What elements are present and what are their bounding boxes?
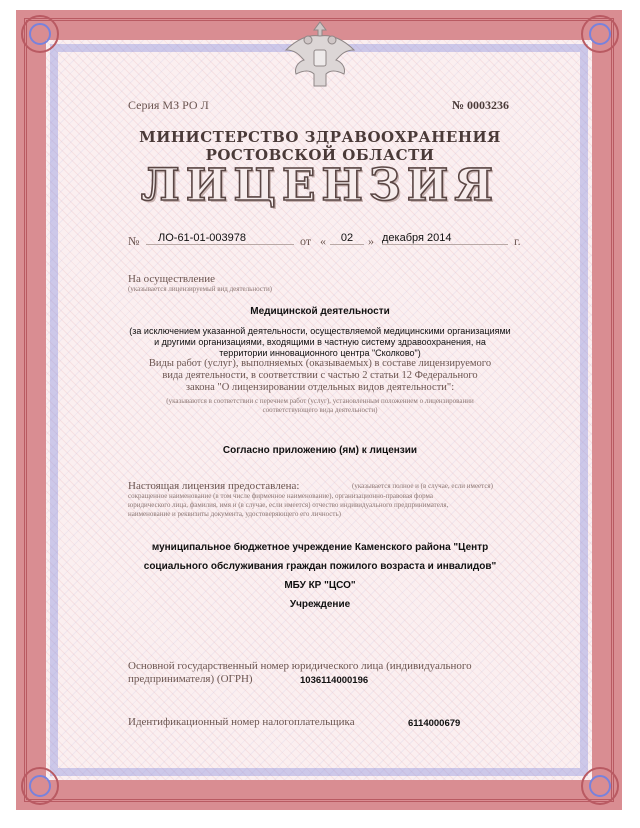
activity-exclusion — [110, 326, 530, 359]
exclusion-line: (за исключением указанной деятельности, осуществляемой медицинскими организациями — [129, 326, 511, 336]
works-text — [110, 358, 530, 394]
activity-label: На осуществление — [128, 273, 215, 285]
license-day: 02 — [330, 232, 364, 245]
grantee-hint-line: сокращенное наименование (в том числе фирменное наименование), организационно-правовая форма — [128, 492, 433, 500]
series-label: Серия МЗ РО Л — [128, 98, 209, 112]
works-line: Виды работ (услуг), выполняемых (оказываемых) в составе лицензируемого — [148, 358, 492, 369]
ogrn-value: 1036114000196 — [300, 675, 369, 686]
grantee-hint — [128, 492, 528, 519]
works-line: вида деятельности, в соответствии с частью 2 статьи 12 Федерального — [162, 370, 478, 381]
corner-rosette-icon — [18, 12, 62, 56]
ministry-name-line2: РОСТОВСКОЙ ОБЛАСТИ — [205, 146, 435, 164]
license-month-year: декабря 2014 — [382, 232, 508, 245]
quote-open: « — [320, 234, 326, 248]
corner-rosette-icon — [18, 764, 62, 808]
corner-rosette-icon — [578, 764, 622, 808]
grantee-label: Настоящая лицензия предоставлена: — [128, 480, 300, 492]
grantee-name — [110, 538, 530, 614]
document-title: ЛИЦЕНЗИЯ — [140, 160, 500, 211]
activity-hint: (указывается лицензируемый вид деятельности) — [128, 285, 273, 293]
grantee-name-line: социального обслуживания граждан пожилого возраста и инвалидов" — [143, 561, 497, 572]
grantee-hint-first: (указывается полное и (в случае, если имеется) — [352, 482, 493, 490]
grantee-hint-line: юридического лица, фамилия, имя и (в случае, если имеется) отчество индивидуального предпринимателя, — [128, 501, 449, 509]
ogrn-label-line2: предпринимателя) (ОГРН) — [128, 673, 253, 685]
license-number: ЛО-61-01-003978 — [146, 232, 294, 245]
works-hint — [110, 397, 530, 415]
exclusion-line: территории инновационного центра "Сколково") — [219, 348, 421, 358]
quote-close: » — [368, 234, 374, 248]
inn-value: 6114000679 — [408, 718, 461, 729]
grantee-name-line: муниципальное бюджетное учреждение Каменского района "Центр — [151, 542, 489, 553]
grantee-hint-line: наименование и реквизиты документа, удостоверяющего его личность) — [128, 510, 341, 518]
number-symbol: № — [128, 234, 140, 248]
grantee-name-line: Учреждение — [289, 599, 351, 610]
year-suffix: г. — [514, 234, 521, 248]
ministry-name-line1: МИНИСТЕРСТВО ЗДРАВООХРАНЕНИЯ — [139, 128, 501, 146]
works-line: закона "О лицензировании отдельных видов деятельности": — [185, 382, 455, 393]
activity-name: Медицинской деятельности — [250, 306, 390, 317]
coat-of-arms-eagle-icon — [278, 16, 362, 94]
grantee-name-line: МБУ КР "ЦСО" — [284, 580, 356, 591]
ogrn-label-line1: Основной государственный номер юридического лица (индивидуального — [128, 660, 472, 672]
from-word: от — [300, 234, 312, 248]
corner-rosette-icon — [578, 12, 622, 56]
blank-number: № 0003236 — [452, 98, 510, 112]
works-hint-line: (указываются в соответствии с перечнем работ (услуг), установленным положением о лицензировании — [166, 397, 474, 405]
exclusion-line: и другими организациями, входящими в частную систему здравоохранения, на — [154, 337, 486, 347]
works-hint-line: соответствующего вида деятельности) — [262, 406, 378, 414]
inn-label: Идентификационный номер налогоплательщика — [128, 716, 355, 728]
appendix-note: Согласно приложению (ям) к лицензии — [222, 445, 418, 456]
